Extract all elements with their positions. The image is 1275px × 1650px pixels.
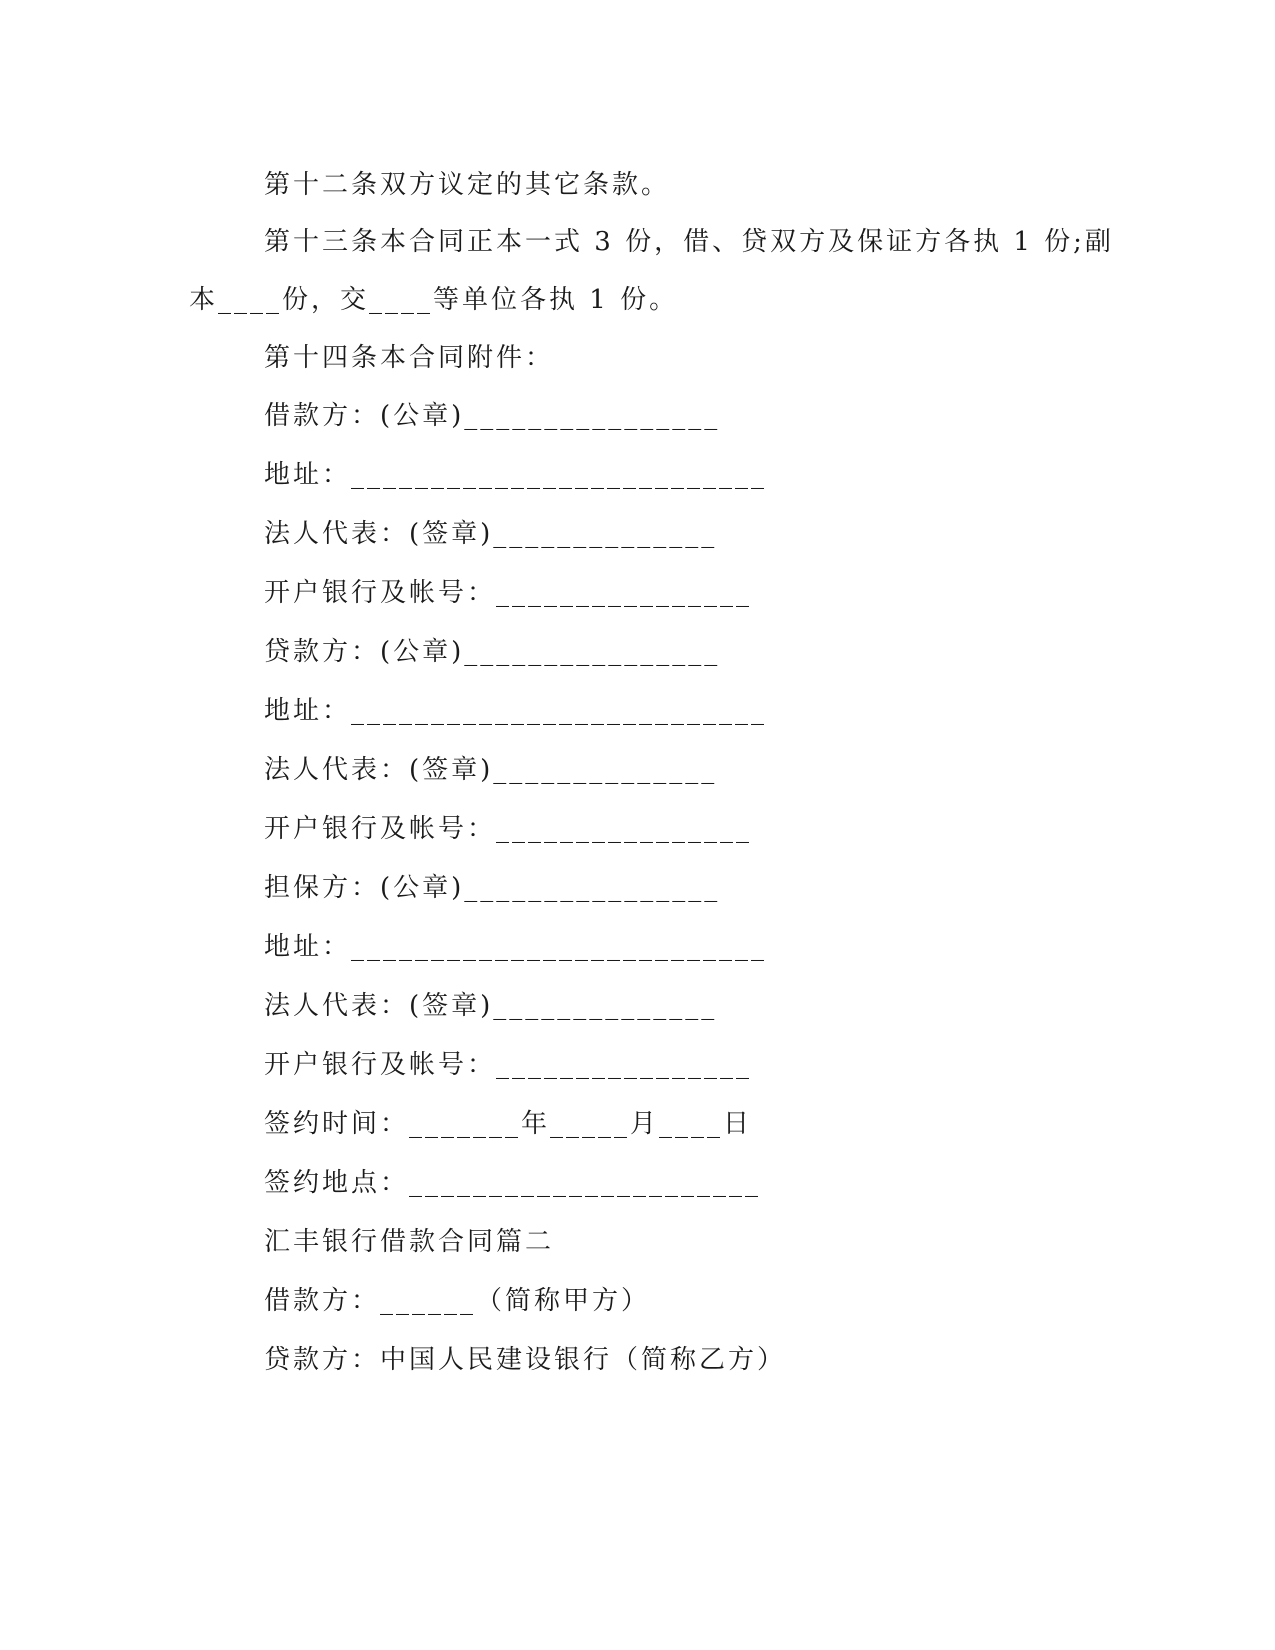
signing-place-field: 签约地点：______________________ [264,1168,762,1198]
clause-13-line-1: 第十三条本合同正本一式 3 份，借、贷双方及保证方各执 1 份;副 [264,227,1114,257]
clause-12: 第十二条双方议定的其它条款。 [264,170,671,200]
clause-14: 第十四条本合同附件： [264,343,555,373]
party-a-borrower-line: 借款方：______（简称甲方） [264,1286,651,1316]
lender-address-field: 地址：__________________________ [264,696,768,726]
signing-date-field: 签约时间：_______年_____月____日 [264,1109,753,1139]
borrower-address-field: 地址：__________________________ [264,460,768,490]
lender-representative-field: 法人代表：(签章)______________ [264,755,718,785]
borrower-seal-field: 借款方：(公章)________________ [264,401,721,431]
borrower-representative-field: 法人代表：(签章)______________ [264,519,718,549]
lender-seal-field: 贷款方：(公章)________________ [264,637,721,667]
section-heading-part-two: 汇丰银行借款合同篇二 [264,1227,555,1257]
lender-bank-account-field: 开户银行及帐号：________________ [264,814,753,844]
guarantor-bank-account-field: 开户银行及帐号：________________ [264,1050,753,1080]
guarantor-seal-field: 担保方：(公章)________________ [264,873,721,903]
clause-13-line-2: 本____份，交____等单位各执 1 份。 [189,285,679,315]
guarantor-address-field: 地址：__________________________ [264,932,768,962]
borrower-bank-account-field: 开户银行及帐号：________________ [264,578,753,608]
party-b-lender-line: 贷款方：中国人民建设银行（简称乙方） [264,1345,787,1375]
guarantor-representative-field: 法人代表：(签章)______________ [264,991,718,1021]
